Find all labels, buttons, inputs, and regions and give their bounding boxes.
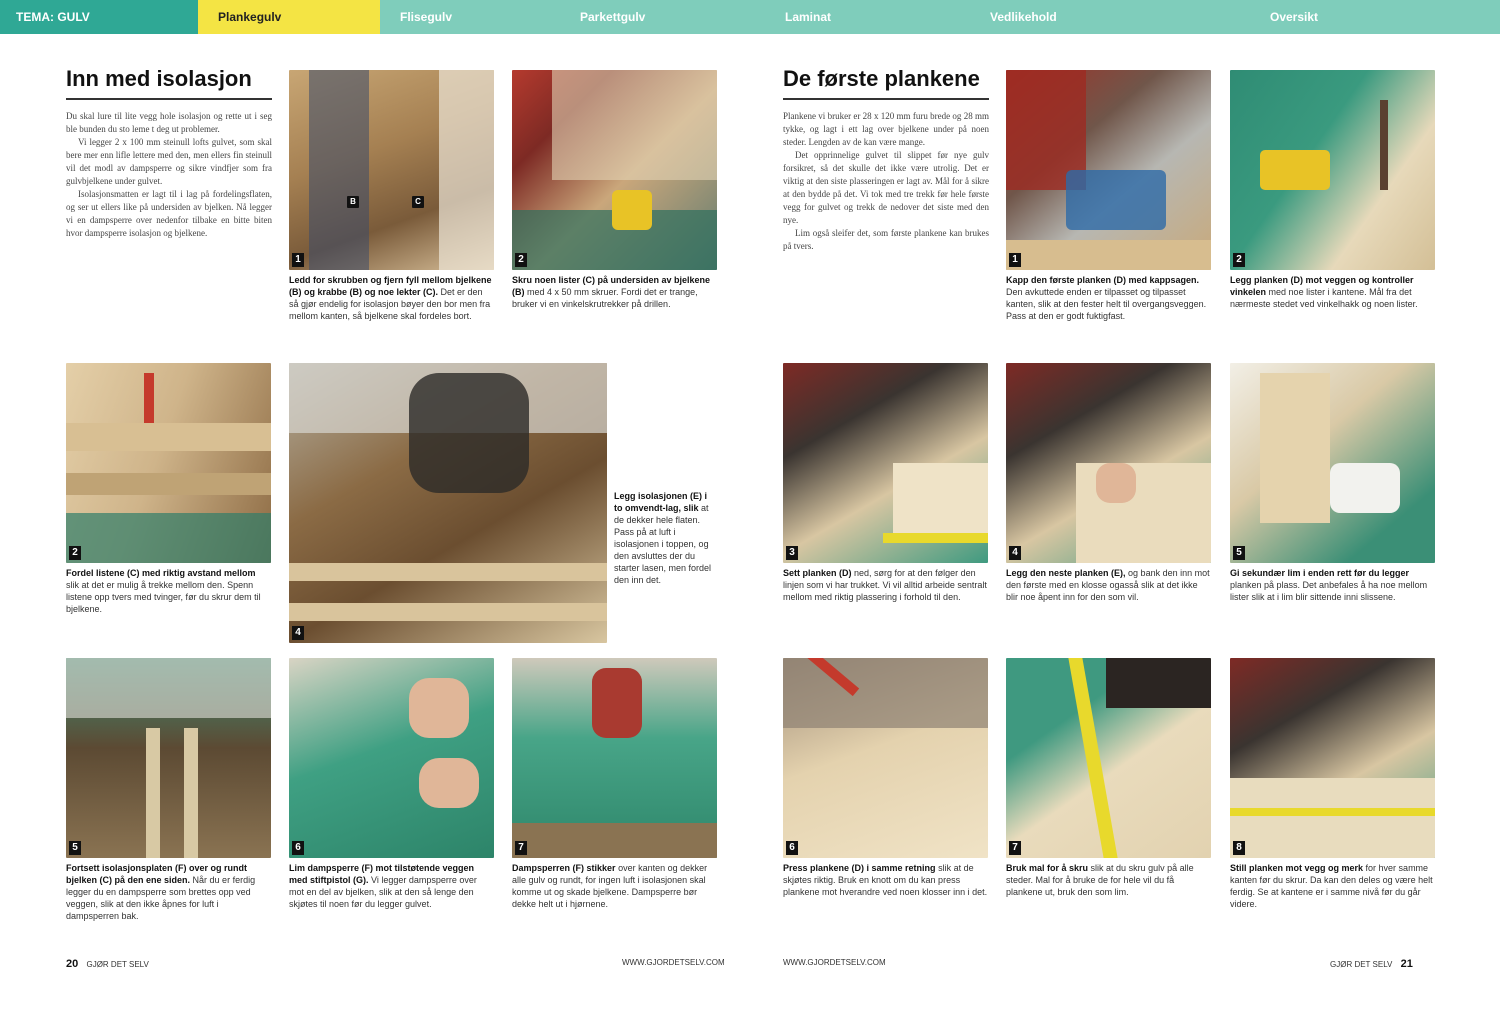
- heading-rule: [66, 98, 272, 100]
- caption-lead: Bruk mal for å skru: [1006, 863, 1089, 873]
- magazine-name: GJØR DET SELV: [86, 960, 149, 969]
- caption-text: slik at det er mulig å trekke mellom den. Spenn listene opp tvers med tvinger, før du skrur dem til bjelkene.: [66, 580, 261, 614]
- caption-step-2a: [512, 274, 717, 310]
- photo-beam: [289, 563, 607, 581]
- step-number: 1: [1009, 253, 1021, 267]
- caption-step-4: [614, 490, 714, 586]
- photo-remove-fill: [289, 70, 494, 270]
- nav-tab-flisegulv[interactable]: Flisegulv: [400, 10, 453, 24]
- right-footer: [1330, 958, 1413, 970]
- nav-tab-laminat[interactable]: Laminat: [785, 10, 832, 24]
- photo-glue-plank: [1230, 363, 1435, 563]
- photo-beam: [66, 473, 271, 495]
- caption-lead: Legg planken (D) mot veggen og kontroller vinkelen: [1230, 275, 1414, 297]
- caption-right-step-4: [1006, 567, 1211, 603]
- paragraph: Lim også sleifer det, som første plankene kan brukes på tvers.: [783, 228, 989, 251]
- photo-wall: [439, 70, 494, 270]
- magazine-name: GJØR DET SELV: [1330, 960, 1393, 969]
- caption-lead: Lim dampsperre (F) mot tilstøtende veggen med stiftpistol (G).: [289, 863, 475, 885]
- caption-right-step-2: [1230, 274, 1435, 310]
- photo-worker: [409, 373, 529, 493]
- caption-text: Den avkuttede enden er tilpasset og tilpasset kanten, slik at den fester helt til overgangsveggen. Pass at den er godt fuktigfast.: [1006, 287, 1207, 321]
- caption-text: slik at du skru gulv på alle steder. Mal for å bruke de for hele vil du få plankene ut, bruk den som lim.: [1006, 863, 1194, 897]
- caption-text: over kanten og dekker alle gulv og rundt, for ingen luft i isolasjonen skal komme ut og skade bjelkene. Dampsperre bør dekke helt ut i hjørnene.: [512, 863, 708, 909]
- left-body-text: [66, 110, 272, 240]
- photo-shelf: [552, 70, 717, 180]
- photo-hand: [1096, 463, 1136, 503]
- caption-lead: Gi sekundær lim i enden rett før du legger: [1230, 568, 1410, 578]
- caption-lead: Legg isolasjonen (E) i to omvendt-lag, slik: [614, 491, 708, 513]
- drill-icon: [612, 190, 652, 230]
- caption-text: og bank den inn mot den første med en klosse ogasså slik at det ikke blir noe åpent inn for den som vil.: [1006, 568, 1210, 602]
- caption-right-step-8: [1230, 862, 1435, 910]
- photo-plank: [1006, 240, 1211, 270]
- caption-text: ned, sørg for at den følger den linjen som vi har trukket. Vi vil alltid arbeide sentralt mellom med riktig plassering i forhold til den.: [783, 568, 987, 602]
- photo-tarp-wall: [289, 658, 494, 858]
- photo-wall: [66, 658, 271, 718]
- photo-tarp-floor: [512, 658, 717, 858]
- photo-ruler: [1230, 808, 1435, 816]
- step-number: 4: [292, 626, 304, 640]
- step-number: 6: [786, 841, 798, 855]
- section-brand: TEMA: GULV: [0, 0, 198, 34]
- caption-right-step-5: [1230, 567, 1435, 603]
- caption-text: slik at de skjøtes riktig. Bruk en knott om du kan press plankene mot hverandre ved noen klosser inn i det.: [783, 863, 988, 897]
- square-icon: [1380, 100, 1388, 190]
- photo-plank: [893, 463, 988, 533]
- nav-tab-parkettgulv[interactable]: Parkettgulv: [580, 10, 646, 24]
- caption-step-1: [289, 274, 494, 322]
- step-number: 2: [515, 253, 527, 267]
- clamp-icon: [144, 373, 154, 423]
- photo-figure: [309, 70, 369, 270]
- caption-text: med 4 x 50 mm skruer. Fordi det er trange, bruker vi en vinkelskrutrekker på drillen.: [512, 287, 698, 309]
- photo-ruler: [883, 533, 988, 543]
- step-number: 8: [1233, 841, 1245, 855]
- caption-step-7: [512, 862, 717, 910]
- caption-right-step-3: [783, 567, 988, 603]
- paragraph: Du skal lure til lite vegg hole isolasjon og rette ut i seg ble bunden du sto leme t deg ut problemer.: [66, 111, 272, 134]
- nav-tab-plankegulv[interactable]: Plankegulv: [198, 0, 380, 34]
- caption-lead: Fordel listene (C) med riktig avstand mellom: [66, 568, 256, 578]
- caption-text: planken på plass. Det anbefales å ha noe mellom lister slik at i lim blir sittende inni slissene.: [1230, 580, 1428, 602]
- page-number: 21: [1400, 958, 1413, 970]
- photo-insulated-field: [66, 658, 271, 858]
- photo-next-plank: [1006, 363, 1211, 563]
- photo-beam: [289, 603, 607, 621]
- caption-step-6: [289, 862, 494, 910]
- photo-hand: [409, 678, 469, 738]
- step-number: 2: [1233, 253, 1245, 267]
- page-number: 20: [66, 958, 79, 970]
- photo-lay-insulation: [289, 363, 607, 643]
- paragraph: Det opprinnelige gulvet til slippet før nye gulv forsikret, så det skulle det ikke være utrolig. Det er viktig at den siste plasseringen er lagt av. Mål for å sikre at den bydde på det. Vi tok med tre trekk før hele første vegg for gulvet og trekk de nedover det siste med den nye.: [783, 150, 989, 225]
- photo-square-plank: [1230, 70, 1435, 270]
- saw-icon: [1066, 170, 1166, 230]
- caption-lead: Press plankene (D) i samme retning: [783, 863, 936, 873]
- nav-tab-oversikt[interactable]: Oversikt: [1270, 10, 1319, 24]
- photo-worker: [1106, 658, 1211, 708]
- step-number: 5: [69, 841, 81, 855]
- caption-text: Vi legger dampsperre over mot en del av bjelken, slik at den så lenge den skjøtes til noen før du legger gulvet.: [289, 875, 477, 909]
- photo-worker: [592, 668, 642, 738]
- left-page-heading: Inn med isolasjon: [66, 66, 252, 91]
- right-footer-url: WWW.GJORDETSELV.COM: [783, 958, 886, 967]
- glue-bottle-icon: [1330, 463, 1400, 513]
- caption-lead: Ledd for skrubben og fjern fyll mellom bjelkene (B) og krabbe (B) og noe lekter (C).: [289, 275, 492, 297]
- photo-beam: [184, 728, 198, 858]
- caption-lead: Legg den neste planken (E),: [1006, 568, 1126, 578]
- paragraph: Isolasjonsmatten er lagt til i lag på fordelingsflaten, og ser ut ellers like på undersiden av bjelken. Nå legger vi en dampsperre over nedenfor tilbake en bitte biten hvor dampsperre isolasjon og bjelkene.: [66, 189, 272, 238]
- step-number: 5: [1233, 546, 1245, 560]
- top-navigation: [0, 0, 1500, 34]
- photo-mark-plank: [1230, 658, 1435, 858]
- caption-lead: Kapp den første planken (D) med kappsagen.: [1006, 275, 1200, 285]
- caption-text: for hver samme kanten før du skrur. Da kan den deles og være helt ferdig. Se at kantene er i samme nivå før du går videre.: [1230, 863, 1433, 909]
- step-number: 2: [69, 546, 81, 560]
- step-number: 1: [292, 253, 304, 267]
- caption-step-2b: [66, 567, 271, 615]
- photo-label-marker: C: [412, 196, 424, 208]
- photo-miter-saw: [1006, 70, 1211, 270]
- step-number: 6: [292, 841, 304, 855]
- photo-beam: [146, 728, 160, 858]
- caption-text: Det er den så gjør endelig for isolasjon bøyer den bor men fra mellom kanten, så bjelkene skal fordeles bort.: [289, 287, 491, 321]
- photo-plank: [1230, 778, 1435, 858]
- photo-label-marker: B: [347, 196, 359, 208]
- right-body-text: [783, 110, 989, 253]
- left-footer: [66, 958, 149, 970]
- photo-wall: [783, 658, 988, 728]
- paragraph: Plankene vi bruker er 28 x 120 mm furu brede og 28 mm tykke, og lagt i ett lag over bjelkene under på noen steder. Lengden av de kan være mange.: [783, 111, 989, 147]
- step-number: 4: [1009, 546, 1021, 560]
- paragraph: Vi legger 2 x 100 mm steinull lofts gulvet, som skal bere mer enn lifle lettere med den, men ellers fin steinull vil det modl av dampsperre og sikre vindfjer som fra gulvbjelkene under gulvet.: [66, 137, 272, 186]
- photo-beam: [66, 423, 271, 451]
- nav-tab-vedlikehold[interactable]: Vedlikehold: [990, 10, 1057, 24]
- caption-right-step-7: [1006, 862, 1211, 898]
- heading-rule: [783, 98, 989, 100]
- photo-plank: [1260, 373, 1330, 523]
- photo-floor: [512, 823, 717, 858]
- caption-text: med noe lister i kantene. Mål fra det nærmeste stedet ved vinkelhakk og noen lister.: [1230, 287, 1418, 309]
- photo-hand: [419, 758, 479, 808]
- drill-icon: [1260, 150, 1330, 190]
- right-page-heading: De første plankene: [783, 66, 980, 91]
- caption-lead: Still planken mot vegg og merk: [1230, 863, 1364, 873]
- caption-text: Når du er ferdig legger du en dampsperre som brettes opp ved veggen, slik at den ikke åpnes for luft i dampsperren bak.: [66, 875, 256, 921]
- step-number: 7: [1009, 841, 1021, 855]
- caption-right-step-6: [783, 862, 988, 898]
- step-number: 3: [786, 546, 798, 560]
- caption-lead: Dampsperren (F) stikker: [512, 863, 616, 873]
- photo-floor: [66, 513, 271, 563]
- caption-lead: Sett planken (D): [783, 568, 852, 578]
- caption-lead: Fortsett isolasjonsplaten (F) over og rundt bjelken (C) på den ene siden.: [66, 863, 248, 885]
- photo-clamp-laths: [66, 363, 271, 563]
- caption-right-step-1: [1006, 274, 1211, 322]
- photo-measure-plank: [1006, 658, 1211, 858]
- caption-step-5: [66, 862, 271, 922]
- caption-lead: Skru noen lister (C) på undersiden av bjelkene (B): [512, 275, 711, 297]
- step-number: 7: [515, 841, 527, 855]
- caption-text: at de dekker hele flaten. Pass på at luft i isolasjonen i toppen, og den avsluttes der du starter lasen, men fordel den inn det.: [614, 503, 712, 585]
- photo-press-plank: [783, 658, 988, 858]
- photo-set-plank: [783, 363, 988, 563]
- left-footer-url: WWW.GJORDETSELV.COM: [622, 958, 725, 967]
- photo-drill-laths: [512, 70, 717, 270]
